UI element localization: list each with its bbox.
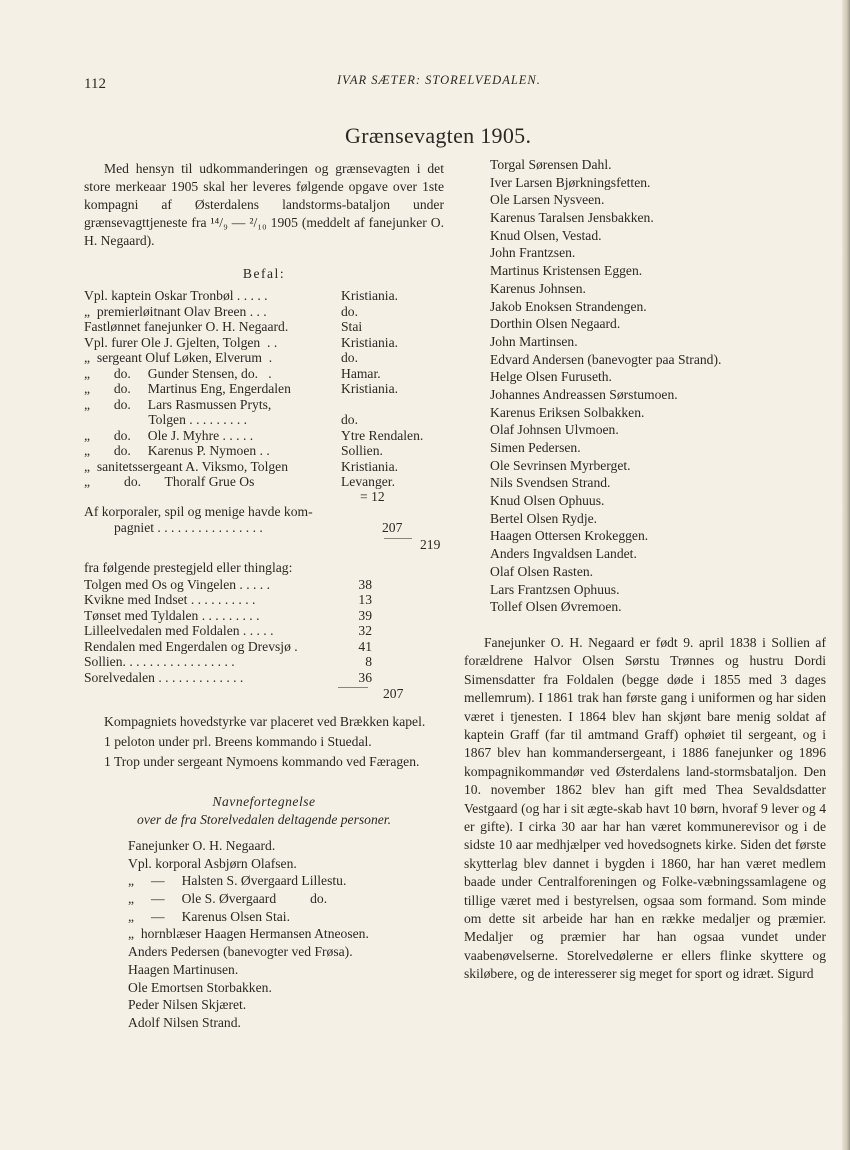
officer-name: Fastlønnet fanejunker O. H. Negaard.: [84, 319, 289, 334]
name-list-item: Karenus Taralsen Jensbakken.: [490, 210, 654, 226]
befal-total-row: [84, 536, 444, 554]
befal-subtotal-row: [84, 490, 444, 504]
parishes-heading: fra følgende prestegjeld eller thinglag:: [84, 559, 293, 575]
befal-heading: Befal:: [242, 266, 286, 281]
befal-row: [84, 288, 444, 304]
name-list-item: Jakob Enoksen Strandengen.: [490, 298, 647, 314]
name-list-item: Olaf Johnsen Ulvmoen.: [490, 422, 619, 438]
parish-row: [84, 623, 444, 639]
running-title: IVAR SÆTER: STORELVEDALEN.: [337, 73, 541, 87]
name-list-item: John Frantzsen.: [490, 245, 576, 261]
korporaler-row: [84, 520, 444, 536]
parish-row: [84, 639, 444, 655]
officer-place: do.: [341, 350, 358, 365]
officer-name: „ sanitetssergeant A. Viksmo, Tolgen: [84, 458, 289, 474]
parish-row: [84, 592, 444, 608]
parish-row: [84, 670, 444, 686]
officer-name: Vpl. furer Ole J. Gjelten, Tolgen . .: [84, 334, 278, 350]
befal-row: [84, 443, 444, 459]
section-title: Grænsevagten 1905.: [345, 123, 532, 148]
name-list-item: Haagen Martinusen.: [128, 961, 239, 977]
intro-paragraph: Med hensyn til udkommanderingen og grænsevagten i det store merkeaar 1905 skal her leveres følgende opgave over 1ste kompagni af Østerdalens landstorms-bataljon under grænsevagttjeneste fra ¹⁴/₉ — ²/₁₀ 1905 (meddelt af fanejunker O. H. Negaard).: [84, 161, 444, 248]
befal-row: [84, 412, 444, 428]
officer-place: Kristiania.: [341, 288, 399, 303]
officer-place: do.: [341, 412, 358, 427]
parishes-total-row: [84, 685, 444, 703]
parish-count: 39: [358, 607, 372, 623]
officer-place: Kristiania.: [341, 458, 399, 474]
officer-place: Kristiania.: [341, 334, 399, 350]
parishes-total: 207: [383, 686, 404, 701]
befal-row: [84, 459, 444, 475]
officer-name: Vpl. kaptein Oskar Tronbøl . . . . .: [84, 288, 268, 303]
parish-count: 38: [358, 576, 372, 592]
befal-row: [84, 474, 444, 490]
parish-name: Lilleelvedalen med Foldalen . . . . .: [84, 623, 274, 638]
name-list-item: Dorthin Olsen Negaard.: [490, 316, 621, 332]
parish-count: 13: [358, 592, 372, 607]
korporaler-line1: Af korporaler, spil og menige havde kom-: [84, 503, 313, 519]
korporaler-count: 207: [382, 519, 403, 535]
name-list-item: Karenus Eriksen Solbakken.: [490, 404, 645, 420]
name-list-item: „ hornblæser Haagen Hermansen Atneosen.: [128, 926, 369, 942]
name-list-item: Fanejunker O. H. Negaard.: [128, 838, 276, 853]
officer-name: „ do. Lars Rasmussen Pryts,: [84, 396, 272, 412]
placement-line2: 1 peloton under prl. Breens kommando i Stuedal.: [104, 734, 372, 749]
name-list-item: Knud Olsen, Vestad.: [490, 227, 602, 243]
name-list-heading: Navnefortegnelse: [212, 794, 316, 809]
officer-place: Kristiania.: [341, 381, 399, 396]
name-list-item: Torgal Sørensen Dahl.: [490, 157, 612, 172]
name-list-item: „ — Halsten S. Øvergaard Lillestu.: [128, 873, 347, 889]
befal-row: [84, 335, 444, 351]
parishes-table: [84, 577, 444, 686]
parish-row: [84, 654, 444, 670]
officer-name: „ sergeant Oluf Løken, Elverum .: [84, 350, 273, 365]
befal-row: [84, 304, 444, 320]
name-list-item: Ole Emortsen Storbakken.: [128, 979, 272, 995]
officer-place: Levanger.: [341, 474, 395, 489]
name-list-item: Adolf Nilsen Strand.: [128, 1014, 241, 1030]
right-column: [464, 156, 826, 984]
name-list-item: Ole Larsen Nysveen.: [490, 192, 605, 208]
befal-row: [84, 397, 444, 413]
name-list-item: Lars Frantzsen Ophuus.: [490, 581, 620, 597]
befal-subtotal: = 12: [360, 488, 385, 504]
page-edge: [842, 0, 850, 1150]
officer-name: „ premierløitnant Olav Breen . . .: [84, 303, 267, 319]
parish-row: [84, 577, 444, 593]
name-list-item: John Martinsen.: [490, 333, 578, 349]
parish-name: Tønset med Tyldalen . . . . . . . . .: [84, 607, 260, 623]
placement-line1: Kompagniets hovedstyrke var placeret ved Brækken kapel.: [104, 714, 426, 729]
befal-row: [84, 319, 444, 335]
officer-name: „ do. Ole J. Myhre . . . . .: [84, 427, 254, 443]
name-list-item: Knud Olsen Ophuus.: [490, 493, 605, 509]
parish-count: 32: [358, 623, 372, 638]
name-list-item: Helge Olsen Furuseth.: [490, 369, 612, 385]
name-list-item: Karenus Johnsen.: [490, 280, 586, 296]
name-list-item: Iver Larsen Bjørkningsfetten.: [490, 174, 651, 190]
name-list-item: Martinus Kristensen Eggen.: [490, 263, 643, 279]
befal-table: [84, 288, 444, 490]
befal-row: [84, 350, 444, 366]
parish-name: Sollien. . . . . . . . . . . . . . . . .: [84, 654, 235, 669]
officer-name: „ do. Gunder Stensen, do. .: [84, 365, 272, 381]
befal-total: 219: [420, 536, 441, 552]
parish-count: 41: [358, 638, 372, 654]
name-list-item: Ole Sevrinsen Myrberget.: [490, 457, 631, 473]
name-list-item: Simen Pedersen.: [490, 440, 581, 455]
officer-place: Hamar.: [341, 365, 381, 381]
parish-count: 36: [358, 669, 372, 685]
page-number: 112: [84, 76, 106, 92]
officer-place: Ytre Rendalen.: [341, 427, 424, 443]
placement-line3: 1 Trop under sergeant Nymoens kommando ved Færagen.: [104, 754, 420, 769]
name-list-item: Peder Nilsen Skjæret.: [128, 997, 247, 1013]
name-list-item: Bertel Olsen Rydje.: [490, 510, 598, 526]
officer-place: do.: [341, 303, 358, 319]
officer-name: „ do. Karenus P. Nymoen . .: [84, 443, 270, 458]
parish-count: 8: [365, 654, 372, 669]
biography-paragraph: Fanejunker O. H. Negaard er født 9. april 1838 i Sollien af forældrene Halvor Olsen Sørstu Trønnes og hustru Dordi Simensdatter fra Foldalen (begge døde i 1855 med 3 dages mellemrum). I 1861 trak han første gang i uniformen og har siden været i tjenesten. I 1864 blev han skjønt bare menig soldat af kaptein Graff (far til amtmand Graff) ophøiet til sergeant, og i 1867 blev han kommandersergeant, i 1886 fanejunker og 1896 kompagnikommandør ved Østerdalens land-stormsbataljon. Den 10. november 1862 blev han gift med Thea Sevaldsdatter Vestgaard (og har i sit ægte-skab havt 10 børn, hvoraf 9 lever og 4 er gifte). I cirka 30 aar har han været kommunerevisor og i de sidste 10 aar medhjælper ved hovedsognets kirke. Siden det første skytterlag blev dannet i bygden i 1860, har han været medlem baade under Centralforeningen og Folke-væbningssamlagene og tillige været med i bestyrelsen, ogsaa som formand. Som minde om dette sit arbeide har han en række medaljer og præmier. Medaljer og præmier har han ogsaa vundet under vaabenøvelserne. Storelvedølerne er ellers flinke skyttere og skiløbere, og de interesserer sig meget for sport og idræt. Sigurd: [464, 634, 826, 982]
name-list-item: „ — Ole S. Øvergaard do.: [128, 891, 328, 907]
name-list-item: Johannes Andreassen Sørstumoen.: [490, 386, 678, 402]
officer-name: „ do. Martinus Eng, Engerdalen: [84, 381, 291, 396]
parish-name: Tolgen med Os og Vingelen . . . . .: [84, 576, 271, 592]
name-list-item: Anders Ingvaldsen Landet.: [490, 546, 637, 562]
officer-name: Tolgen . . . . . . . . .: [84, 412, 248, 427]
name-list-item: „ — Karenus Olsen Stai.: [128, 908, 290, 924]
parish-row: [84, 608, 444, 624]
name-list-item: Vpl. korporal Asbjørn Olafsen.: [128, 855, 297, 871]
name-list-item: Nils Svendsen Strand.: [490, 475, 611, 491]
befal-row: [84, 381, 444, 397]
officer-place: Stai: [341, 319, 363, 334]
total-rule: [384, 538, 412, 539]
officer-name: „ do. Thoralf Grue Os: [84, 474, 255, 489]
parish-name: Kvikne med Indset . . . . . . . . . .: [84, 592, 256, 607]
befal-row: [84, 366, 444, 382]
name-list-item: Olaf Olsen Rasten.: [490, 563, 594, 579]
name-list-item: Anders Pedersen (banevogter ved Frøsa).: [128, 944, 353, 960]
parish-name: Rendalen med Engerdalen og Drevsjø .: [84, 638, 298, 654]
name-list-subheading: over de fra Storelvedalen deltagende personer.: [137, 812, 391, 827]
officer-place: Sollien.: [341, 443, 383, 458]
right-name-list: [464, 156, 826, 616]
name-list-item: Haagen Ottersen Krokeggen.: [490, 528, 649, 544]
parish-total-rule: [338, 687, 368, 688]
name-list-item: Tollef Olsen Øvremoen.: [490, 599, 622, 615]
parish-name: Sorelvedalen . . . . . . . . . . . . .: [84, 669, 244, 685]
befal-row: [84, 428, 444, 444]
name-list-item: Edvard Andersen (banevogter paa Strand).: [490, 351, 722, 367]
korporaler-line2: pagniet . . . . . . . . . . . . . . . .: [114, 519, 263, 535]
left-name-list: [84, 837, 444, 1032]
left-column: [84, 160, 444, 1032]
